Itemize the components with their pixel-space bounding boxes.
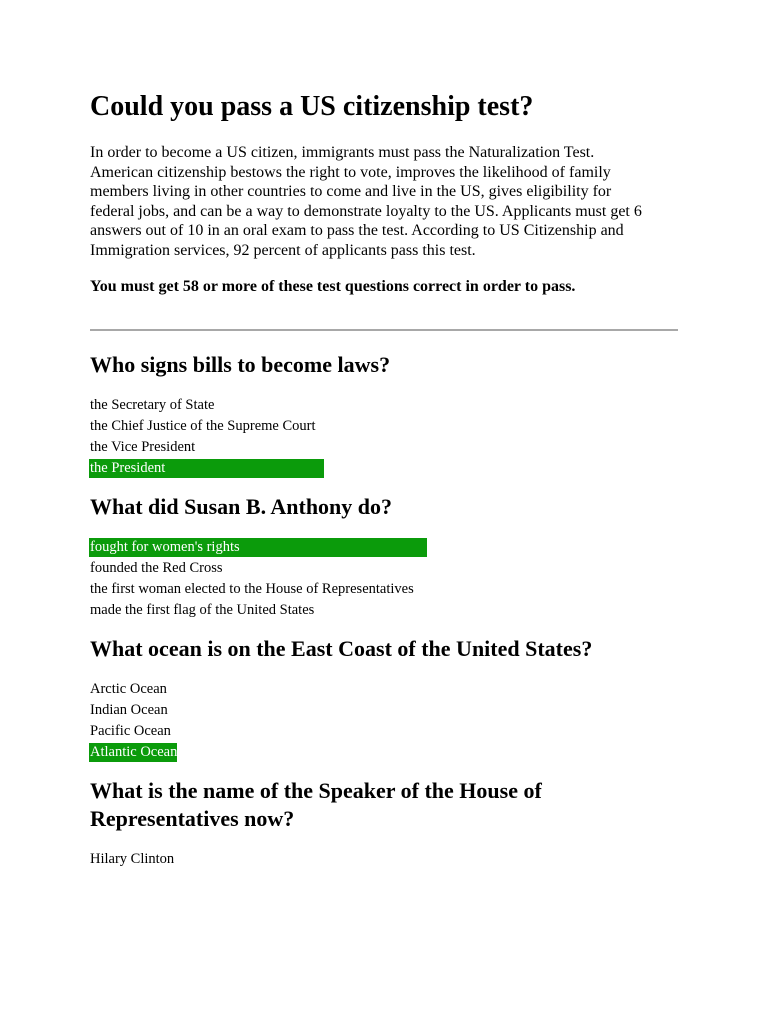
pass-requirement-notice: You must get 58 or more of these test questions correct in order to pass.	[90, 278, 576, 295]
question-line: Representatives now?	[90, 806, 295, 831]
answer-option[interactable]: Pacific Ocean	[90, 723, 171, 739]
answer-option[interactable]: Arctic Ocean	[90, 681, 167, 697]
question-text: Who signs bills to become laws?	[90, 352, 391, 377]
intro-paragraph	[90, 143, 678, 260]
question-text: What ocean is on the East Coast of the United States?	[90, 636, 593, 661]
intro-line: federal jobs, and can be a way to demonstrate loyalty to the US. Applicants must get 6	[90, 202, 642, 220]
intro-line: American citizenship bestows the right to vote, improves the likelihood of family	[90, 163, 611, 181]
intro-line: Immigration services, 92 percent of applicants pass this test.	[90, 241, 476, 259]
answer-option-correct[interactable]: fought for women's rights	[89, 538, 427, 557]
intro-line: answers out of 10 in an oral exam to pass the test. According to US Citizenship and	[90, 222, 624, 239]
answer-list	[90, 538, 678, 622]
answer-option[interactable]: the first woman elected to the House of Representatives	[90, 581, 414, 597]
answer-option[interactable]: made the first flag of the United States	[90, 602, 315, 618]
answer-option[interactable]: the Chief Justice of the Supreme Court	[90, 418, 316, 434]
answer-option-correct[interactable]: the President	[89, 459, 324, 478]
question-block	[90, 777, 678, 871]
question-block	[90, 351, 678, 480]
question-text	[90, 777, 678, 833]
answer-option[interactable]: founded the Red Cross	[90, 560, 223, 576]
answer-list	[90, 850, 678, 871]
answer-option[interactable]: Hilary Clinton	[90, 851, 175, 867]
question-line: What is the name of the Speaker of the House of	[90, 778, 542, 803]
question-block	[90, 635, 678, 764]
answer-option-correct[interactable]: Atlantic Ocean	[90, 744, 178, 760]
answer-list	[90, 396, 678, 480]
answer-option[interactable]: the Secretary of State	[90, 397, 215, 413]
question-block	[90, 493, 678, 622]
answer-option[interactable]: Indian Ocean	[90, 702, 168, 718]
page-title: Could you pass a US citizenship test?	[90, 91, 534, 122]
intro-line: members living in other countries to come and live in the US, gives eligibility for	[90, 183, 612, 200]
intro-line: In order to become a US citizen, immigrants must pass the Naturalization Test.	[90, 144, 595, 161]
question-text: What did Susan B. Anthony do?	[90, 494, 393, 519]
section-divider	[90, 329, 678, 331]
answer-list	[90, 680, 678, 764]
answer-option[interactable]: the Vice President	[90, 439, 196, 455]
